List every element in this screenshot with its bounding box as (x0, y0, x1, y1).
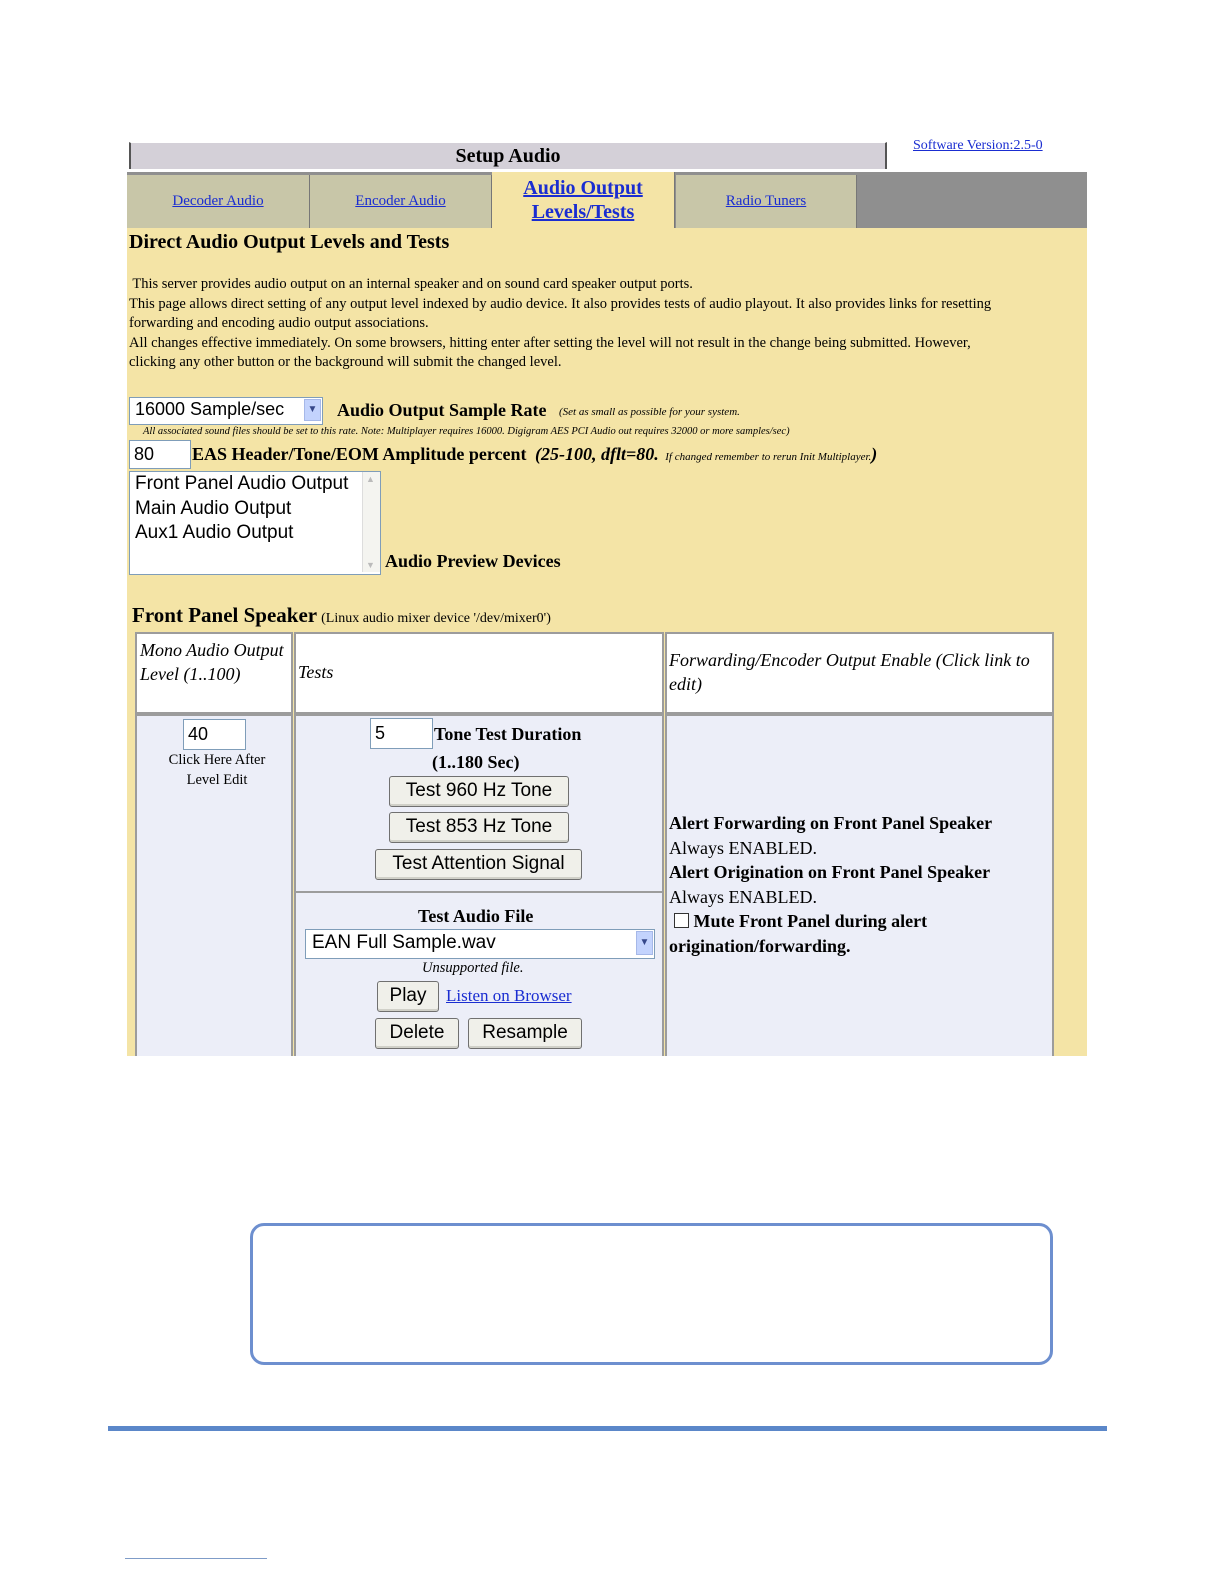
tests-cell (294, 714, 664, 1056)
amplitude-label-text: EAS Header/Tone/EOM Amplitude percent (192, 444, 527, 464)
unsupported-file-note: Unsupported file. (422, 960, 524, 976)
divider (296, 891, 662, 893)
amplitude-input[interactable]: 80 (129, 440, 191, 469)
level-cell (135, 714, 293, 1056)
test-960hz-button[interactable]: Test 960 Hz Tone (389, 776, 569, 807)
listen-on-browser-link[interactable]: Listen on Browser (446, 986, 572, 1005)
tab-encoder-audio[interactable]: Encoder Audio (310, 175, 492, 228)
col-forwarding-header (665, 632, 1054, 714)
amplitude-label (192, 444, 877, 465)
list-scrollbar[interactable] (362, 472, 380, 572)
tab-label-line1: Audio Output (523, 177, 643, 199)
test-audio-file-value: EAN Full Sample.wav (312, 932, 496, 953)
tab-bar (127, 172, 1087, 228)
tone-duration-range: (1..180 Sec) (432, 752, 520, 772)
forwarding-status (669, 811, 992, 958)
list-item[interactable]: Main Audio Output (135, 497, 292, 519)
description (129, 275, 1087, 373)
description-line-2: This page allows direct setting of any output level indexed by audio device. It also provides tests of audio playout. It also provides links for resetting (129, 295, 992, 312)
section-heading: Direct Audio Output Levels and Tests (129, 231, 450, 253)
description-line-1: This server provides audio output on an internal speaker and on sound card speaker output ports. (129, 276, 693, 292)
amplitude-note: If changed remember to rerun Init Multiplayer. (665, 451, 872, 463)
col-level-header-text: Mono Audio Output Level (1..100) (140, 640, 284, 684)
scroll-down-icon[interactable]: ▼ (366, 560, 375, 570)
test-attention-signal-button[interactable]: Test Attention Signal (375, 849, 582, 880)
play-button[interactable]: Play (377, 981, 439, 1012)
mute-line-2: origination/forwarding. (669, 935, 851, 956)
audio-preview-device-list[interactable] (129, 471, 381, 575)
mute-line-1: Mute Front Panel during alert (693, 911, 928, 931)
audio-preview-label: Audio Preview Devices (385, 551, 561, 571)
scroll-up-icon[interactable]: ▲ (366, 474, 375, 484)
sample-rate-select[interactable] (129, 397, 323, 425)
resample-button[interactable]: Resample (468, 1018, 582, 1049)
footnote-separator (125, 1558, 267, 1559)
col-tests-header (294, 632, 664, 714)
horizontal-rule (108, 1426, 1107, 1431)
description-line-3: forwarding and encoding audio output associations. (129, 315, 429, 331)
list-item[interactable]: Aux1 Audio Output (135, 522, 294, 543)
tone-duration-input[interactable]: 5 (370, 718, 433, 749)
delete-button[interactable]: Delete (375, 1018, 459, 1049)
chevron-down-icon[interactable]: ▼ (636, 931, 653, 955)
forwarding-cell (665, 714, 1054, 1056)
forwarding-line-2: Always ENABLED. (669, 837, 817, 858)
amplitude-close: ) (871, 444, 878, 464)
tab-audio-output-levels[interactable] (492, 172, 675, 228)
origination-line-2: Always ENABLED. (669, 886, 817, 907)
level-hint[interactable]: Click Here After Level Edit (168, 752, 266, 788)
col-forwarding-header-text: Forwarding/Encoder Output Enable (Click link to edit) (669, 650, 1030, 694)
screenshot-panel (127, 138, 1087, 1056)
sample-rate-label: Audio Output Sample Rate (337, 400, 547, 420)
list-item[interactable]: Front Panel Audio Output (135, 473, 349, 494)
description-line-4: All changes effective immediately. On some browsers, hitting enter after setting the level will not result in the change being submitted. However, (129, 334, 971, 351)
tab-label-line2: Levels/Tests (531, 201, 635, 223)
col-level-header (135, 632, 293, 714)
forwarding-line-1: Alert Forwarding on Front Panel Speaker (669, 813, 993, 833)
test-audio-file-label: Test Audio File (418, 906, 534, 926)
software-version-link[interactable]: Software Version:2.5-0 (913, 138, 1043, 153)
mute-checkbox[interactable] (674, 913, 689, 928)
speaker-section-title (132, 603, 551, 628)
speaker-title: Front Panel Speaker (132, 603, 318, 627)
title-bar (127, 138, 1087, 172)
test-853hz-button[interactable]: Test 853 Hz Tone (389, 812, 569, 843)
sample-rate-note: (Set as small as possible for your system. (559, 406, 740, 418)
callout-box (250, 1223, 1053, 1365)
test-audio-file-select[interactable] (305, 929, 655, 959)
mute-option[interactable] (669, 909, 992, 934)
page-title: Setup Audio (129, 142, 887, 169)
output-level-input[interactable]: 40 (183, 719, 246, 750)
origination-line-1: Alert Origination on Front Panel Speaker (669, 862, 991, 882)
chevron-down-icon[interactable]: ▼ (304, 399, 321, 421)
tab-radio-tuners[interactable]: Radio Tuners (676, 175, 857, 228)
tab-decoder-audio[interactable]: Decoder Audio (127, 175, 310, 228)
description-line-5: clicking any other button or the background will submit the changed level. (129, 354, 562, 370)
sample-rate-subnote: All associated sound files should be set to this rate. Note: Multiplayer requires 16000. Digigram AES PCI Audio out requires 32000 or more samples/sec) (143, 426, 790, 437)
tone-duration-label: Tone Test Duration (434, 724, 582, 744)
amplitude-range: (25-100, dflt=80. (535, 444, 659, 464)
sample-rate-value: 16000 Sample/sec (135, 399, 285, 419)
col-tests-header-text: Tests (298, 662, 334, 682)
speaker-subtitle: (Linux audio mixer device '/dev/mixer0') (321, 611, 551, 626)
